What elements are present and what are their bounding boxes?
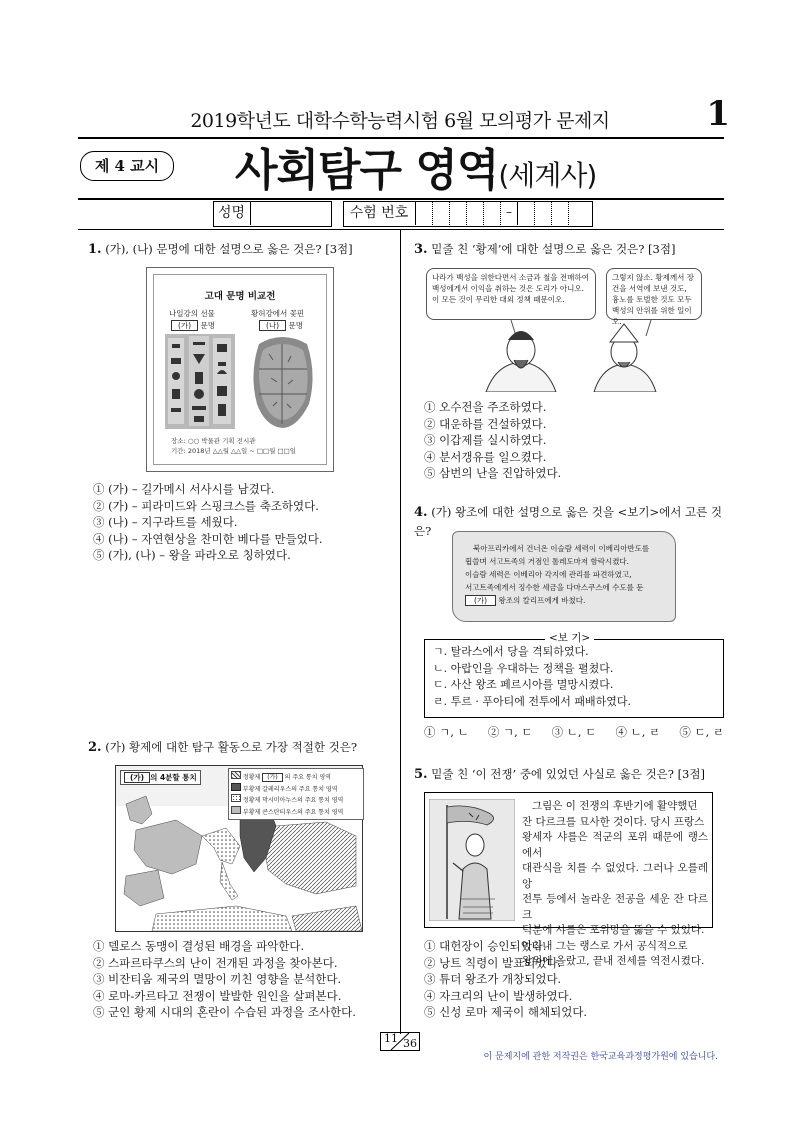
q4-choice-box: [424, 639, 724, 718]
q4-answer-3[interactable]: ③ ㄴ, ㄷ: [551, 725, 597, 739]
q3-scholars-illustration: [426, 314, 702, 392]
q3-option-2[interactable]: ② 대운하를 건설하였다.: [424, 416, 547, 431]
q3-option-1[interactable]: ① 오수전을 주조하였다.: [424, 400, 547, 414]
q2-option-1[interactable]: ① 델로스 동맹이 결성된 배경을 파악한다.: [93, 939, 305, 953]
q5-line: 대관식을 치를 수 없었다. 그러나 오를레앙: [522, 862, 708, 890]
q5-line: 왕위에 올랐고, 끝내 전세를 역전시켰다.: [522, 955, 705, 967]
page-total: 36: [403, 1037, 417, 1050]
number-dash: –: [501, 201, 518, 225]
q1-option-5[interactable]: ⑤ (가), (나) – 왕을 파라오로 칭하였다.: [93, 548, 291, 562]
exam-number-label: 수험 번호: [343, 201, 416, 225]
q4-scroll-text: [465, 542, 671, 607]
q1-left-caption: 나일강의 선물: [169, 309, 215, 318]
exam-title: 2019학년도 대학수학능력시험 6월 모의평가 문제지: [190, 110, 610, 132]
q1-left-label: [171, 320, 215, 331]
q2-option-3[interactable]: ③ 비잔티움 제국의 멸망이 끼친 영향을 분석한다.: [93, 972, 342, 986]
exam-number-cells: [416, 201, 586, 225]
subject-sub: (세계사): [498, 159, 597, 192]
q1-number: 1.: [88, 242, 102, 257]
q1-option-4[interactable]: ④ (나) – 자연현상을 찬미한 베다를 만들었다.: [93, 531, 323, 546]
q4-answer-5[interactable]: ⑤ ㄷ, ㄹ: [679, 725, 724, 739]
q4-answer-4[interactable]: ④ ㄴ, ㄹ: [615, 725, 661, 739]
scroll-last: 왕조의 칼리프에게 바쳤다.: [498, 596, 586, 605]
scroll-line: 북아프리카에서 건너온 이슬람 세력이 이베리아반도를: [473, 544, 650, 553]
q1-right-caption: 황허강에서 꽃핀: [251, 309, 305, 318]
digit-cell[interactable]: [484, 201, 501, 225]
q4-scroll: [452, 531, 676, 622]
hieroglyph-image: [165, 334, 235, 429]
box-item-2: ㄴ. 아랍인을 우대하는 정책을 펼쳤다.: [433, 661, 614, 675]
legend-text: 부황제 콘스탄티우스의 주요 통치 영역: [242, 808, 344, 816]
oracle-bone-image: [247, 334, 317, 430]
q1-right-label: [259, 320, 303, 331]
q5-stem-text: 밑줄 친 ‘이 전쟁’ 중에 있었던 사실로 옳은 것은? [3점]: [431, 767, 705, 781]
box-item-1: ㄱ. 탈라스에서 당을 격퇴하였다.: [433, 645, 589, 658]
legend-text: 정황제: [242, 774, 261, 781]
joan-of-arc-image: [429, 799, 515, 921]
q1-period: 기간: 2018년 △△월 △△일 ~ □□월 □□일: [171, 447, 297, 455]
q1-option-3[interactable]: ③ (나) – 지구라트를 세웠다.: [93, 515, 238, 529]
q3-bubble-left: 나라가 백성을 위한다면서 소금과 철을 전매하여 백성에게서 이익을 취하는 것은 도리가 아니오. 이 모든 것이 무리한 대외 정책 때문이오.: [426, 268, 596, 320]
column-separator: [400, 229, 401, 1034]
session-label: 제 4 교시: [80, 151, 174, 181]
q2-option-5[interactable]: ⑤ 군인 황제 시대의 혼란이 수습된 과정을 조사한다.: [93, 1005, 356, 1019]
subject-rule: [78, 198, 724, 200]
legend-item: [231, 794, 361, 806]
q5-option-1[interactable]: ① 대헌장이 승인되었다.: [424, 939, 547, 953]
scroll-line: 휩쓸며 서고트족의 거점인 톨레도마저 함락시켰다.: [465, 557, 630, 566]
q1-figure: [146, 267, 334, 472]
body-top-rule: [78, 229, 724, 230]
box-item-4: ㄹ. 투르 · 푸아티에 전투에서 패배하였다.: [433, 694, 631, 708]
q5-options: [424, 938, 724, 1021]
q4-box-title: <보 기>: [545, 630, 594, 645]
name-label: 성명: [213, 201, 251, 225]
q2-legend: [228, 768, 364, 820]
digit-cell[interactable]: [450, 201, 467, 225]
legend-item: [231, 783, 361, 795]
q1-options: [93, 481, 393, 564]
q1-right-suffix: 문명: [288, 321, 303, 330]
digit-cell[interactable]: [569, 201, 586, 225]
q3-number: 3.: [414, 242, 428, 257]
legend-text: 부황제 갈레리우스의 주요 통치 영역: [242, 785, 338, 793]
q2-stem: [88, 738, 388, 757]
q2-map: [115, 765, 363, 932]
legend-text: 의 주요 통치 영역: [284, 774, 331, 781]
page-number: 1: [706, 94, 730, 134]
q5-option-4[interactable]: ④ 자크리의 난이 발생하였다.: [424, 988, 573, 1003]
q1-place: 장소: ○○ 박물관 기획 전시관: [171, 437, 256, 445]
q5-stem: [414, 765, 724, 784]
legend-item: [231, 806, 361, 818]
q3-option-3[interactable]: ③ 이갑제를 실시하였다.: [424, 433, 547, 447]
page-counter: [380, 1032, 420, 1051]
q4-answers: [424, 724, 724, 741]
q5-line: 전투 등에서 놀라운 전공을 세운 잔 다르크: [522, 893, 708, 921]
q2-stem-text: (가) 황제에 대한 탐구 활동으로 가장 적절한 것은?: [105, 740, 358, 754]
q5-option-3[interactable]: ③ 튜더 왕조가 개창되었다.: [424, 972, 562, 986]
q1-stem: [88, 240, 388, 259]
q1-stem-text: (가), (나) 문명에 대한 설명으로 옳은 것은? [3점]: [105, 242, 353, 256]
page-current: 11: [384, 1032, 398, 1045]
q5-line: 그림은 이 전쟁의 후반기에 활약했던: [532, 800, 698, 812]
copyright-notice: 이 문제지에 관한 저작권은 한국교육과정평가원에 있습니다.: [483, 1052, 718, 1062]
digit-cell[interactable]: [535, 201, 552, 225]
q1-left-blank: (가): [171, 320, 198, 331]
q4-answer-2[interactable]: ② ㄱ, ㄷ: [487, 725, 533, 739]
digit-cell[interactable]: [552, 201, 569, 225]
digit-cell[interactable]: [433, 201, 450, 225]
q3-stem: [414, 240, 724, 259]
q1-option-2[interactable]: ② (가) – 피라미드와 스핑크스를 축조하였다.: [93, 498, 319, 513]
q1-figure-title: 고대 문명 비교전: [204, 291, 276, 302]
digit-cell[interactable]: [518, 201, 535, 225]
q2-options: [93, 938, 393, 1021]
scroll-line: [465, 594, 671, 607]
q3-stem-text: 밑줄 친 ‘황제’에 대한 설명으로 옳은 것은? [3점]: [431, 242, 676, 256]
scroll-line: 서고트족에게서 징수한 세금을 다마스쿠스에 수도를 둔: [465, 583, 644, 592]
q2-map-blank: (가): [124, 772, 150, 783]
q1-option-1[interactable]: ① (가) – 길가메시 서사시를 남겼다.: [93, 482, 275, 496]
digit-cell[interactable]: [467, 201, 484, 225]
q1-left-suffix: 문명: [200, 321, 215, 330]
scroll-line: 이슬람 세력은 이베리아 각지에 관리를 파견하였고,: [465, 570, 632, 579]
q3-option-4[interactable]: ④ 분서갱유를 일으켰다.: [424, 449, 547, 464]
q2-number: 2.: [88, 740, 102, 755]
digit-cell[interactable]: [416, 201, 433, 225]
q4-stem-text: (가) 왕조에 대한 설명으로 옳은 것을 <보기>에서 고른 것은?: [414, 505, 723, 538]
subject-main: 사회탐구 영역: [235, 145, 499, 196]
q3-option-5[interactable]: ⑤ 삼번의 난을 진압하였다.: [424, 466, 562, 480]
legend-item: [231, 771, 361, 783]
q2-map-label-text: 의 4분할 통치: [150, 773, 197, 782]
q5-option-2[interactable]: ② 낭트 칙령이 발표되었다.: [424, 955, 562, 970]
q5-line: 잔 다르크를 묘사한 것이다. 당시 프랑스: [522, 815, 705, 828]
q1-right-blank: (나): [259, 320, 286, 331]
q4-number: 4.: [414, 505, 428, 520]
q4-answer-1[interactable]: ① ㄱ, ㄴ: [424, 725, 469, 739]
q2-map-label: [120, 770, 201, 785]
q3-options: [424, 399, 724, 482]
q3-figure: [426, 264, 702, 392]
q5-option-5[interactable]: ⑤ 신성 로마 제국이 해체되었다.: [424, 1005, 588, 1019]
q5-line: 왕세자 샤를은 적군의 포위 때문에 랭스에서: [522, 831, 708, 859]
legend-blank: (가): [262, 773, 282, 782]
q5-line: 마침내 그는 랭스로 가서 공식적으로: [522, 939, 688, 952]
q4-blank: (가): [465, 595, 496, 606]
box-item-3: ㄷ. 사산 왕조 페르시아를 멸망시켰다.: [433, 678, 614, 691]
legend-text: 정황제 막시미아누스의 주요 통치 영역: [242, 797, 344, 804]
q2-option-2[interactable]: ② 스파르타쿠스의 난이 전개된 과정을 찾아본다.: [93, 955, 338, 970]
q5-line: 덕분에 샤를은 포위망을 뚫을 수 있었다.: [522, 924, 705, 936]
q3-bubble-right: 그렇지 않소. 황제께서 장건을 서역에 보낸 것도, 흉노를 토벌한 것도 모두 백성의 안위를 위한 일이오.: [606, 268, 702, 320]
subject-title: [235, 134, 596, 198]
q5-number: 5.: [414, 767, 428, 782]
q2-option-4[interactable]: ④ 로마-카르타고 전쟁이 발발한 원인을 살펴본다.: [93, 988, 342, 1003]
